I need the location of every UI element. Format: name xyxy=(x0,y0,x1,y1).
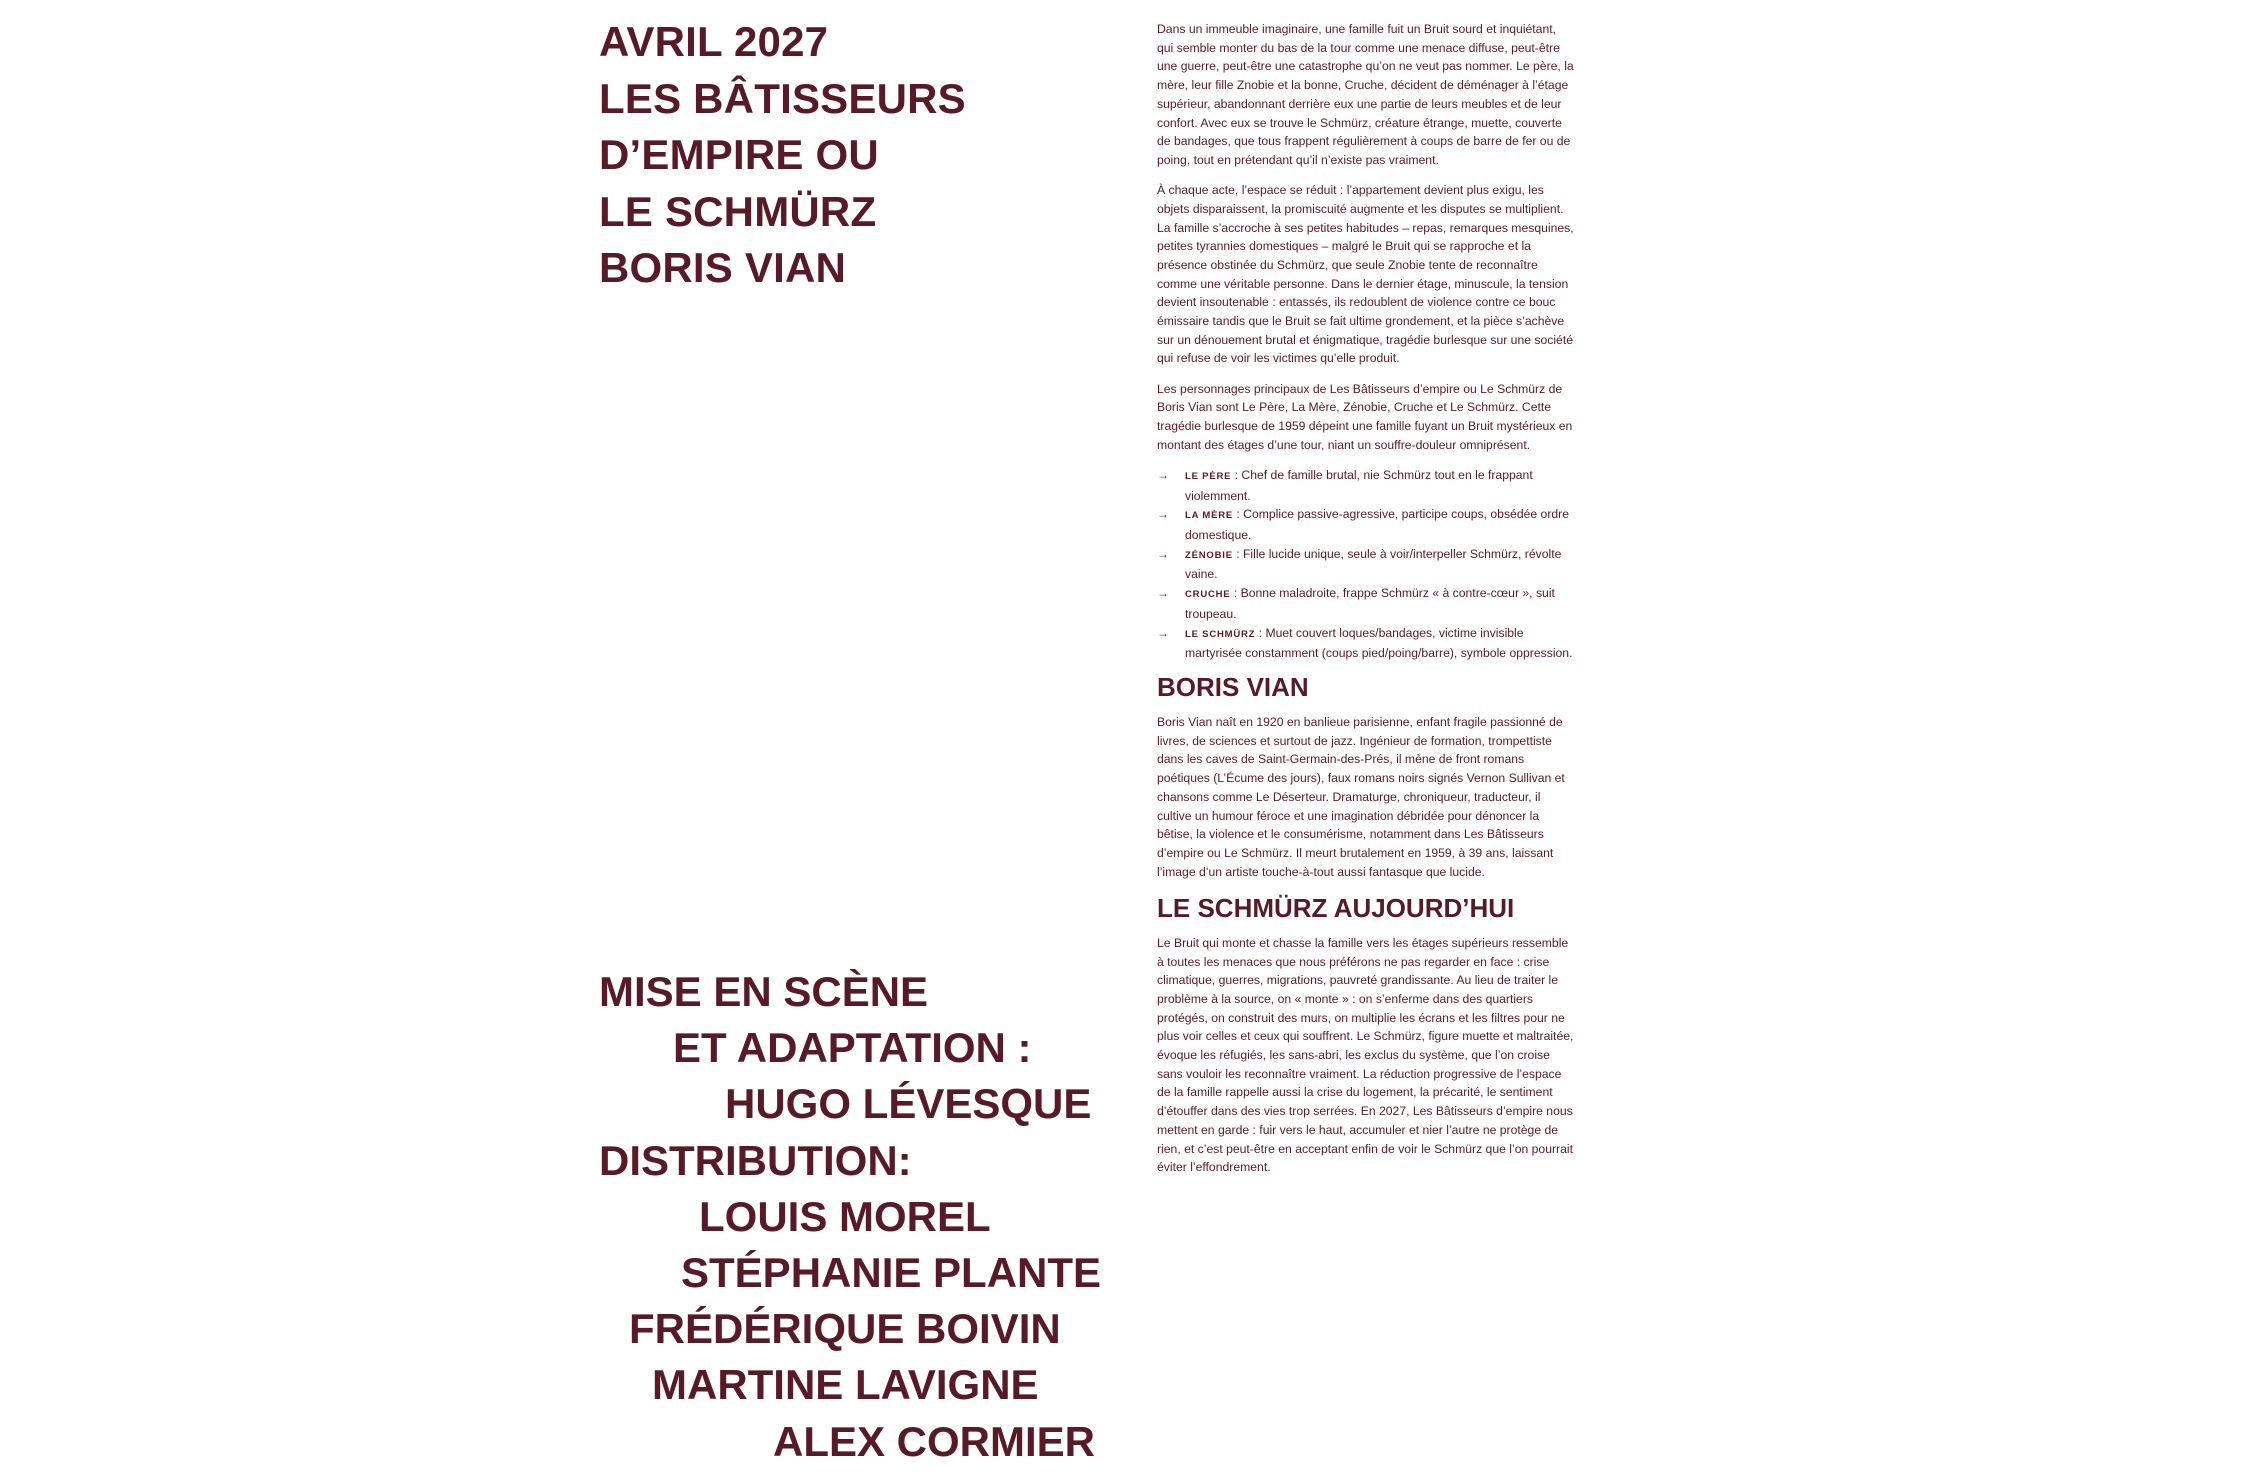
synopsis-paragraph: Dans un immeuble imaginaire, une famille fuit un Bruit sourd et inquiétant, qui semble monter du bas de la tour comme une menace diffuse, peut-être une guerre, peut-être une catastrophe qu’on ne veut pas nommer. Le père, la mère, leur fille Znobie et la bonne, Cruche, décident de déménager à l’étage supérieur, abandonnant derrière eux une partie de leurs meubles et de leur confort. Avec eux se trouve le Schmürz, créature étrange, muette, couverte de bandages, que tous frappent régulièrement à coups de barre de fer ou de poing, tout en prétendant qu’il n’existe pas vraiment. xyxy=(1157,22,1574,167)
credits-block xyxy=(599,964,1104,1470)
arrow-right-icon: → xyxy=(1157,625,1169,640)
arrow-right-icon: → xyxy=(1157,586,1169,601)
character-description: : Complice passive-agressive, participe coups, obsédée ordre domestique. xyxy=(1185,507,1570,543)
synopsis-paragraph: À chaque acte, l’espace se réduit : l’appartement devient plus exigu, les objets disparaissent, la promiscuité augmente et les disputes se multiplient. La famille s’accroche à ses petites habitudes – repas, remarques mesquines, petites tyrannies domestiques – malgré le Bruit qui se rapproche et la présence obstinée du Schmürz, que seule Znobie tente de reconnaître comme une véritable personne. Dans le dernier étage, minuscule, la tension devient insoutenable : entassés, ils redoublent de violence contre ce bouc émissaire tandis que le Bruit se fait ultime grondement, et la pièce s’achève sur un dénouement brutal et énigmatique, tragédie burlesque sur une société qui refuse de voir les victimes qu’elle produit. xyxy=(1157,183,1574,366)
author-biography: Boris Vian naît en 1920 en banlieue parisienne, enfant fragile passionné de livres, de sciences et surtout de jazz. Ingénieur de formation, trompettiste dans les caves de Saint-Germain-des-Prés, il mène de front romans poétiques (L’Écume des jours), faux romans noirs signés Vernon Sullivan et chansons comme Le Déserteur. Dramaturge, chroniqueur, traducteur, il cultive un humour féroce et une imagination débridée pour dénoncer la bêtise, la violence et le consumérisme, notamment dans Les Bâtisseurs d’empire ou Le Schmürz. Il meurt brutalement en 1959, à 39 ans, laissant l’image d’un artiste touche-à-tout aussi fantasque que lucide. xyxy=(1157,715,1565,879)
synopsis-paragraph: Les personnages principaux de Les Bâtisseurs d’empire ou Le Schmürz de Boris Vian sont Le Père, La Mère, Zénobie, Cruche et Le Schmürz. Cette tragédie burlesque de 1959 dépeint une famille fuyant un Bruit mystérieux en montant des étages d’une tour, niant un souffre-douleur omniprésent. xyxy=(1157,381,1573,452)
character-description: : Fille lucide unique, seule à voir/interpeller Schmürz, révolte vaine. xyxy=(1185,546,1562,582)
title-block xyxy=(599,14,1119,297)
arrow-right-icon: → xyxy=(1157,546,1169,561)
character-list xyxy=(1157,466,1575,663)
cast-member: ALEX CORMIER xyxy=(773,1417,1096,1465)
cast-member: STÉPHANIE PLANTE xyxy=(681,1249,1102,1297)
title-date: AVRIL 2027 xyxy=(599,18,829,65)
character-name: ZÉNOBIE xyxy=(1185,549,1233,561)
character-name: LA MÈRE xyxy=(1185,510,1233,522)
character-item xyxy=(1157,545,1575,584)
arrow-right-icon: → xyxy=(1157,467,1169,482)
cast-member: FRÉDÉRIQUE BOIVIN xyxy=(629,1305,1061,1353)
character-name: LE PÈRE xyxy=(1185,470,1232,482)
arrow-right-icon: → xyxy=(1157,507,1169,522)
character-description: : Muet couvert loques/bandages, victime invisible martyrisée constamment (coups pied/poing/barre), symbole oppression. xyxy=(1185,625,1573,661)
character-name: CRUCHE xyxy=(1185,589,1231,601)
character-item xyxy=(1157,505,1575,544)
character-item xyxy=(1157,466,1575,505)
character-description: : Chef de famille brutal, nie Schmürz tout en le frappant violemment. xyxy=(1185,467,1533,503)
character-item xyxy=(1157,624,1575,663)
today-text: Le Bruit qui monte et chasse la famille vers les étages supérieurs ressemble à toutes les menaces que nous préférons ne pas regarder en face : crise climatique, guerres, migrations, pauvreté grandissante. Au lieu de traiter le problème à la source, on « monte » : on s’enferme dans des quartiers protégés, on construit des murs, on multiplie les écrans et les filtres pour ne plus voir celles et ceux qui souffrent. Le Schmürz, figure muette et maltraitée, évoque les réfugiés, les sans-abri, les exclus du système, que l’on croise sans vouloir les reconnaître vraiment. La réduction progressive de l’espace de la famille rappelle aussi la crise du logement, la précarité, le sentiment d’étouffer dans des vies trop serrées. En 2027, Les Bâtisseurs d’empire nous mettent en garde : fuir vers le haut, accumuler et nier l’autre ne protège de rien, et c’est peut-être en acceptant enfin de voir le Schmürz que l’on pourrait éviter l’effondrement. xyxy=(1157,935,1574,1175)
credit-direction-label: MISE EN SCÈNE xyxy=(599,968,929,1015)
character-name: LE SCHMÜRZ xyxy=(1185,628,1256,640)
text-column xyxy=(1157,20,1575,1188)
credit-cast-label: DISTRIBUTION: xyxy=(599,1136,912,1184)
character-item xyxy=(1157,584,1575,623)
author-heading: BORIS VIAN xyxy=(1157,672,1309,702)
title-line-3: D’EMPIRE OU xyxy=(599,131,879,178)
title-line-2: LES BÂTISSEURS xyxy=(599,74,966,122)
title-line-4: LE SCHMÜRZ xyxy=(599,187,877,235)
today-heading: LE SCHMÜRZ AUJOURD’HUI xyxy=(1157,892,1515,923)
credit-director-name: HUGO LÉVESQUE xyxy=(725,1080,1092,1128)
credit-adaptation-label: ET ADAPTATION : xyxy=(673,1024,1032,1072)
cast-member: MARTINE LAVIGNE xyxy=(652,1361,1039,1409)
cast-member: LOUIS MOREL xyxy=(699,1192,991,1240)
title-author: BORIS VIAN xyxy=(599,244,847,291)
character-description: : Bonne maladroite, frappe Schmürz « à contre-cœur », suit troupeau. xyxy=(1185,586,1555,621)
